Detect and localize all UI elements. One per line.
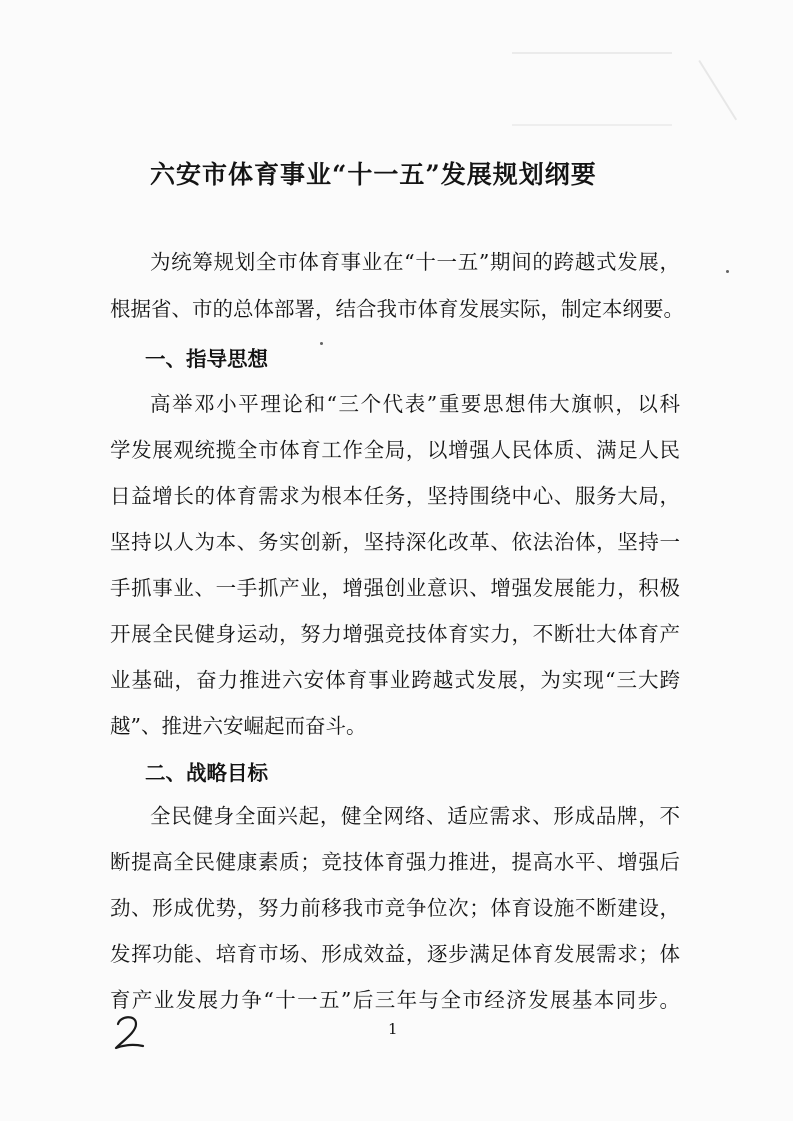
scan-artifact-stroke xyxy=(698,60,737,120)
intro-line-2: 根据省、市的总体部署，结合我市体育发展实际，制定本纲要。 xyxy=(110,297,684,321)
section1-line-2: 学发展观统揽全市体育工作全局，以增强人民体质、满足人民 xyxy=(110,438,680,462)
section1-line-6: 开展全民健身运动，努力增强竞技体育实力，不断壮大体育产 xyxy=(110,622,680,646)
scan-dot xyxy=(320,342,323,345)
section1-line-7: 业基础，奋力推进六安体育事业跨越式发展，为实现“三大跨 xyxy=(110,668,680,692)
scan-artifact xyxy=(512,52,672,126)
page-number: 1 xyxy=(388,1020,398,1038)
section2-line-4: 发挥功能、培育市场、形成效益，逐步满足体育发展需求；体 xyxy=(110,942,680,966)
handwritten-page-mark xyxy=(112,1012,146,1052)
section1-line-3: 日益增长的体育需求为根本任务，坚持围绕中心、服务大局， xyxy=(110,484,680,508)
section2-line-1: 全民健身全面兴起，健全网络、适应需求、形成品牌，不 xyxy=(150,804,680,828)
section1-line-5: 手抓事业、一手抓产业，增强创业意识、增强发展能力，积极 xyxy=(110,576,680,600)
section2-line-3: 劲、形成优势，努力前移我市竞争位次；体育设施不断建设， xyxy=(110,896,680,920)
scan-dot xyxy=(726,270,729,273)
section-heading-guiding-thought: 一、指导思想 xyxy=(145,347,268,371)
section2-line-2: 断提高全民健康素质；竞技体育强力推进，提高水平、增强后 xyxy=(110,850,680,874)
section1-line-4: 坚持以人为本、务实创新，坚持深化改革、依法治体，坚持一 xyxy=(110,530,680,554)
section1-line-8: 越”、推进六安崛起而奋斗。 xyxy=(110,714,367,738)
intro-line-1: 为统筹规划全市体育事业在“十一五”期间的跨越式发展， xyxy=(150,250,680,274)
document-title: 六安市体育事业“十一五”发展规划纲要 xyxy=(150,160,597,189)
section1-line-1: 高举邓小平理论和“三个代表”重要思想伟大旗帜，以科 xyxy=(150,392,680,416)
section-heading-strategic-goals: 二、战略目标 xyxy=(145,761,268,785)
section2-line-5: 育产业发展力争“十一五”后三年与全市经济发展基本同步。 xyxy=(110,988,680,1012)
